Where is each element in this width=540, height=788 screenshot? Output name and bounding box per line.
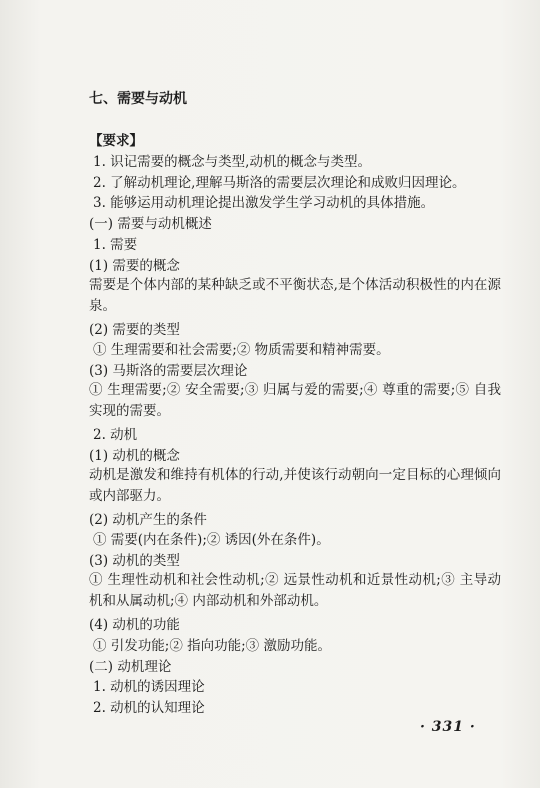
motive-functions-title: (4) 动机的功能 — [89, 616, 180, 633]
motive-concept-title: (1) 动机的概念 — [89, 447, 180, 464]
need-title: 1. 需要 — [93, 236, 138, 253]
motive-functions-text: ① 引发功能;② 指向功能;③ 激励功能。 — [93, 637, 331, 654]
motive-conditions-text: ① 需要(内在条件);② 诱因(外在条件)。 — [93, 532, 330, 549]
requirements-label: 【要求】 — [89, 133, 143, 149]
motive-conditions-title: (2) 动机产生的条件 — [89, 511, 207, 528]
need-concept-text: 需要是个体内部的某种缺乏或不平衡状态,是个体活动积极性的内在源泉。 — [89, 276, 501, 314]
maslow-text: ① 生理需要;② 安全需要;③ 归属与爱的需要;④ 尊重的需要;⑤ 自我实现的需要。 — [89, 382, 501, 420]
motive-concept-text: 动机是激发和维持有机体的行动,并使该行动朝向一定目标的心理倾向或内部驱力。 — [89, 466, 501, 504]
requirement-item: 3. 能够运用动机理论提出激发学生学习动机的具体措施。 — [93, 195, 435, 212]
theory-item: 1. 动机的诱因理论 — [93, 679, 205, 696]
requirement-item: 2. 了解动机理论,理解马斯洛的需要层次理论和成败归因理论。 — [93, 174, 466, 191]
theory-item: 2. 动机的认知理论 — [93, 700, 205, 717]
need-types-title: (2) 需要的类型 — [89, 321, 180, 338]
motive-types-text: ① 生理性动机和社会性动机;② 远景性动机和近景性动机;③ 主导动机和从属动机;④ 内部动机和外部动机。 — [89, 572, 501, 610]
maslow-title: (3) 马斯洛的需要层次理论 — [89, 363, 248, 380]
need-concept-title: (1) 需要的概念 — [89, 257, 180, 274]
section-title: 七、需要与动机 — [89, 91, 187, 107]
part1-title: (一) 需要与动机概述 — [89, 216, 212, 233]
part2-title: (二) 动机理论 — [89, 658, 172, 675]
need-types-text: ① 生理需要和社会需要;② 物质需要和精神需要。 — [93, 342, 390, 359]
page-content — [89, 92, 501, 716]
page-number: · 331 · — [420, 719, 476, 735]
motive-types-title: (3) 动机的类型 — [89, 553, 180, 570]
requirement-item: 1. 识记需要的概念与类型,动机的概念与类型。 — [93, 153, 371, 170]
motive-title: 2. 动机 — [93, 426, 138, 443]
